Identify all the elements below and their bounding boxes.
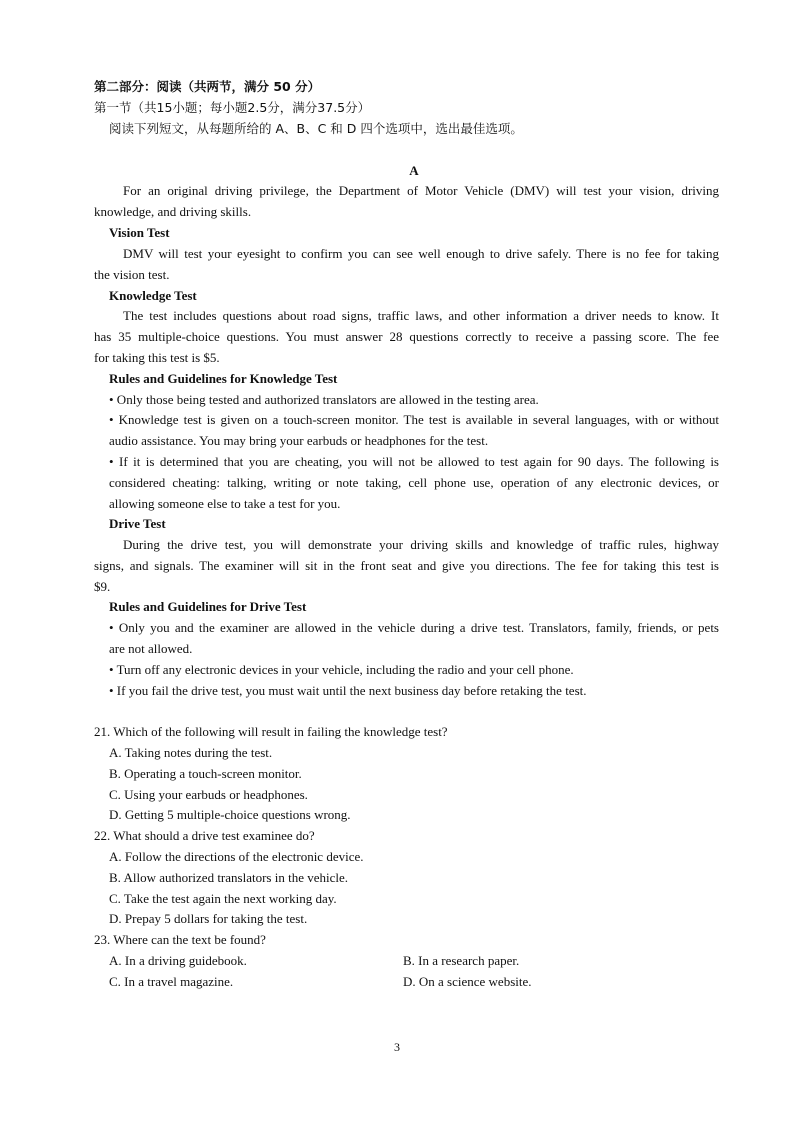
knowledge-rule: • Only those being tested and authorized translators are allowed in the testing area.: [109, 392, 539, 407]
question-option: A. In a driving guidebook.: [109, 953, 247, 968]
drive-text: signs, and signals. The examiner will sit in the front seat and give you directions. The fee for taking this test is: [94, 558, 719, 573]
knowledge-rule: considered cheating: talking, writing or note taking, cell phone use, operation of any electronic devices, or: [109, 475, 719, 490]
question-option: C. Take the test again the next working day.: [109, 891, 337, 906]
part-title: 第二部分：阅读（共两节，满分 50 分）: [94, 79, 321, 94]
instruction: 阅读下列短文，从每题所给的 A、B、C 和 D 四个选项中，选出最佳选项。: [109, 121, 523, 136]
intro-line: For an original driving privilege, the Department of Motor Vehicle (DMV) will test your vision, driving: [123, 183, 719, 198]
question-option: D. On a science website.: [403, 974, 532, 989]
question-option: B. Allow authorized translators in the vehicle.: [109, 870, 348, 885]
vision-text: the vision test.: [94, 267, 170, 282]
knowledge-text: The test includes questions about road signs, traffic laws, and other information a driver needs to know. It: [123, 308, 719, 323]
question-option: C. In a travel magazine.: [109, 974, 234, 989]
question-option: D. Getting 5 multiple-choice questions wrong.: [109, 807, 351, 822]
knowledge-rule: audio assistance. You may bring your earbuds or headphones for the test.: [109, 433, 489, 448]
question-stem: 21. Which of the following will result in failing the knowledge test?: [94, 724, 448, 739]
question-option: A. Follow the directions of the electronic device.: [109, 849, 364, 864]
question-stem: 23. Where can the text be found?: [94, 932, 266, 947]
page-number: 3: [394, 1040, 400, 1054]
drive-rule: are not allowed.: [109, 641, 193, 656]
vision-text: DMV will test your eyesight to confirm you can see well enough to drive safely. There is no fee for taking: [123, 246, 719, 261]
knowledge-heading: Knowledge Test: [109, 288, 197, 303]
question-option: A. Taking notes during the test.: [109, 745, 273, 760]
question-stem: 22. What should a drive test examinee do?: [94, 828, 315, 843]
knowledge-rule: allowing someone else to take a test for you.: [109, 496, 341, 511]
drive-heading: Drive Test: [109, 516, 166, 531]
knowledge-text: for taking this test is $5.: [94, 350, 220, 365]
passage-label: A: [409, 163, 419, 178]
vision-heading: Vision Test: [109, 225, 170, 240]
drive-rules-heading: Rules and Guidelines for Drive Test: [109, 599, 307, 614]
drive-text: $9.: [94, 579, 111, 594]
drive-rule: • Turn off any electronic devices in your vehicle, including the radio and your cell phone.: [109, 662, 574, 677]
question-option: D. Prepay 5 dollars for taking the test.: [109, 911, 308, 926]
knowledge-rules-heading: Rules and Guidelines for Knowledge Test: [109, 371, 338, 386]
drive-rule: • Only you and the examiner are allowed in the vehicle during a drive test. Translators, family, friends, or pets: [109, 620, 719, 635]
drive-rule: • If you fail the drive test, you must wait until the next business day before retaking the test.: [109, 683, 587, 698]
question-option: C. Using your earbuds or headphones.: [109, 787, 308, 802]
drive-text: During the drive test, you will demonstrate your driving skills and knowledge of traffic rules, highway: [123, 537, 719, 552]
knowledge-rule: • If it is determined that you are cheating, you will not be allowed to test again for 90 days. The following is: [109, 454, 719, 469]
section-title: 第一节（共15小题；每小题2.5分，满分37.5分）: [94, 100, 371, 115]
question-option: B. In a research paper.: [403, 953, 520, 968]
intro-line: knowledge, and driving skills.: [94, 204, 252, 219]
question-option: B. Operating a touch-screen monitor.: [109, 766, 302, 781]
knowledge-rule: • Knowledge test is given on a touch-screen monitor. The test is available in several languages, with or without: [109, 412, 719, 427]
knowledge-text: has 35 multiple-choice questions. You must answer 28 questions correctly to receive a passing score. The fee: [94, 329, 719, 344]
